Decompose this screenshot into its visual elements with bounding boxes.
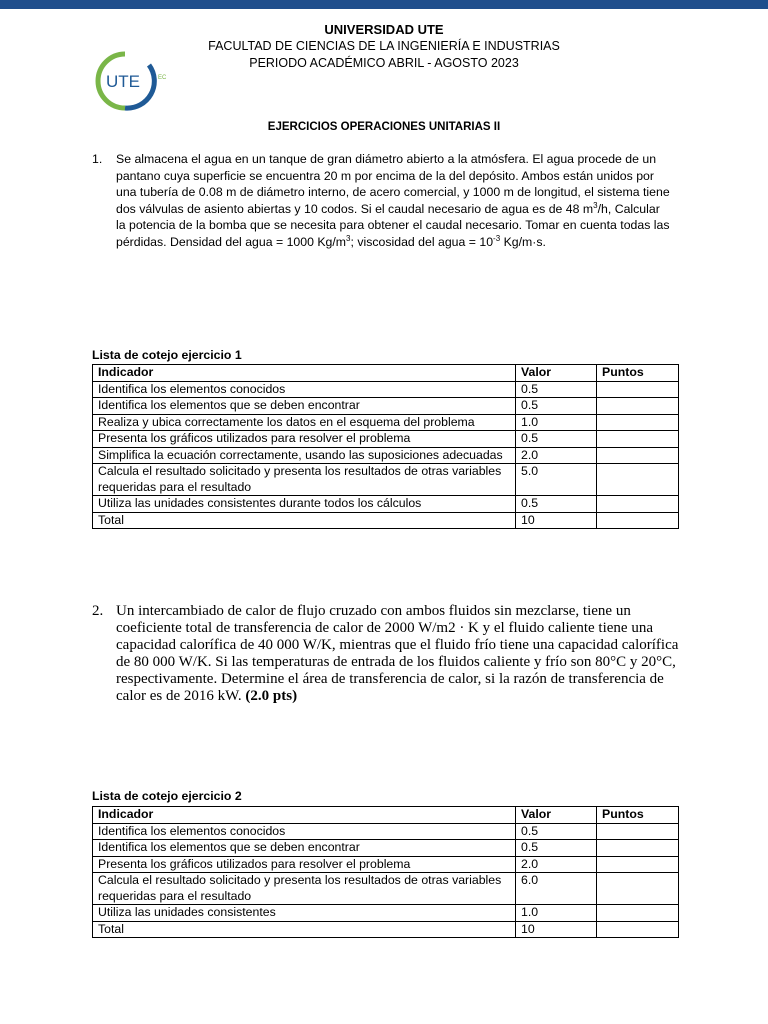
- points-cell[interactable]: [597, 381, 679, 398]
- table-header-row: [93, 365, 679, 382]
- exercise-2-text: Un intercambiado de calor de flujo cruzado con ambos fluidos sin mezclarse, tiene un coeficiente total de transferencia de calor de 2000 W/m2 · K y el fluido caliente tiene una capacidad calorífica de 40 000 W/K, mientras que el fluido frío tiene una capacidad calorífica de 80 000 W/K. Si las temperaturas de entrada de los fluidos caliente y frío son 80°C y 20°C, respectivamente. Determine el área de transferencia de calor, si la razón de transferencia de calor es de 2016 kW. (2.0 pts): [116, 603, 679, 704]
- value-cell: 0.5: [516, 840, 597, 857]
- column-header: Indicador: [93, 807, 516, 824]
- indicator-cell: Identifica los elementos conocidos: [93, 823, 516, 840]
- points-cell[interactable]: [597, 431, 679, 448]
- value-cell: 5.0: [516, 464, 597, 496]
- indicator-cell: Presenta los gráficos utilizados para resolver el problema: [93, 856, 516, 873]
- value-cell: 0.5: [516, 496, 597, 513]
- exercise-2: [92, 603, 682, 705]
- checklist-1-table: [92, 364, 679, 529]
- table-row: [93, 823, 679, 840]
- value-cell: 0.5: [516, 381, 597, 398]
- column-header: Puntos: [597, 807, 679, 824]
- table-row: [93, 921, 679, 938]
- table-row: [93, 840, 679, 857]
- points-cell[interactable]: [597, 823, 679, 840]
- checklist-2-caption: Lista de cotejo ejercicio 2: [92, 789, 242, 803]
- document-header: [0, 21, 768, 72]
- logo-suffix: EC: [158, 75, 167, 81]
- value-cell: 6.0: [516, 873, 597, 905]
- value-cell: 10: [516, 512, 597, 529]
- table-row: [93, 398, 679, 415]
- table-row: [93, 856, 679, 873]
- points-cell[interactable]: [597, 464, 679, 496]
- column-header: Valor: [516, 807, 597, 824]
- points-cell[interactable]: [597, 512, 679, 529]
- indicator-cell: Presenta los gráficos utilizados para resolver el problema: [93, 431, 516, 448]
- points-cell[interactable]: [597, 496, 679, 513]
- indicator-cell: Identifica los elementos conocidos: [93, 381, 516, 398]
- column-header: Valor: [516, 365, 597, 382]
- points-cell[interactable]: [597, 414, 679, 431]
- exercise-1-text: Se almacena el agua en un tanque de gran diámetro abierto a la atmósfera. El agua procede de un pantano cuya superficie se encuentra 20 m por encima de la del depósito. Ambos están unidos por una tubería de 0.08 m de diámetro interno, de acero comercial, y 1000 m de longitud, el sistema tiene dos válvulas de asiento abiertas y 10 codos. Si el caudal necesario de agua es de 48 $m^3/h$, Calcular la potencia de la bomba que se necesita para obtener el caudal necesario. Tomar en cuenta todas las pérdidas. Densidad del agua = 1000 $Kg/m^3$; viscosidad del agua = $10^{-3}$ Kg/m·s.: [116, 152, 670, 249]
- table-row: [93, 873, 679, 905]
- indicator-cell: Identifica los elementos que se deben encontrar: [93, 840, 516, 857]
- indicator-cell: Calcula el resultado solicitado y presenta los resultados de otras variables requeridas para el resultado: [93, 873, 516, 905]
- indicator-cell: Utiliza las unidades consistentes durante todos los cálculos: [93, 496, 516, 513]
- value-cell: 1.0: [516, 905, 597, 922]
- page-title: EJERCICIOS OPERACIONES UNITARIAS II: [267, 121, 501, 133]
- points-cell[interactable]: [597, 921, 679, 938]
- exercise-1: [92, 151, 672, 251]
- points-cell[interactable]: [597, 873, 679, 905]
- points-cell[interactable]: [597, 840, 679, 857]
- exercise-1-number: 1.: [92, 152, 103, 166]
- points-cell[interactable]: [597, 398, 679, 415]
- indicator-cell: Simplifica la ecuación correctamente, usando las suposiciones adecuadas: [93, 447, 516, 464]
- exercise-2-points: (2.0 pts): [245, 688, 298, 704]
- table-header-row: [93, 807, 679, 824]
- indicator-cell: Total: [93, 921, 516, 938]
- value-cell: 2.0: [516, 447, 597, 464]
- table-row: [93, 447, 679, 464]
- value-cell: 1.0: [516, 414, 597, 431]
- table-row: [93, 512, 679, 529]
- value-cell: 10: [516, 921, 597, 938]
- value-cell: 0.5: [516, 398, 597, 415]
- column-header: Indicador: [93, 365, 516, 382]
- table-row: [93, 381, 679, 398]
- table-row: [93, 414, 679, 431]
- value-cell: 2.0: [516, 856, 597, 873]
- logo-text: UTE: [106, 72, 140, 91]
- indicator-cell: Total: [93, 512, 516, 529]
- table-row: [93, 496, 679, 513]
- table-row: [93, 431, 679, 448]
- top-color-bar: [0, 0, 768, 9]
- university-name: UNIVERSIDAD UTE: [324, 22, 444, 37]
- points-cell[interactable]: [597, 447, 679, 464]
- checklist-1-caption: Lista de cotejo ejercicio 1: [92, 348, 242, 362]
- table-row: [93, 905, 679, 922]
- points-cell[interactable]: [597, 856, 679, 873]
- indicator-cell: Realiza y ubica correctamente los datos en el esquema del problema: [93, 414, 516, 431]
- exercise-2-number: 2.: [92, 603, 104, 619]
- indicator-cell: Utiliza las unidades consistentes: [93, 905, 516, 922]
- value-cell: 0.5: [516, 431, 597, 448]
- value-cell: 0.5: [516, 823, 597, 840]
- column-header: Puntos: [597, 365, 679, 382]
- indicator-cell: Calcula el resultado solicitado y presenta los resultados de otras variables requeridas para el resultado: [93, 464, 516, 496]
- points-cell[interactable]: [597, 905, 679, 922]
- checklist-2-table: [92, 806, 679, 938]
- indicator-cell: Identifica los elementos que se deben encontrar: [93, 398, 516, 415]
- faculty-name: FACULTAD DE CIENCIAS DE LA INGENIERÍA E INDUSTRIAS: [208, 39, 560, 53]
- academic-period: PERIODO ACADÉMICO ABRIL - AGOSTO 2023: [249, 56, 519, 70]
- table-row: [93, 464, 679, 496]
